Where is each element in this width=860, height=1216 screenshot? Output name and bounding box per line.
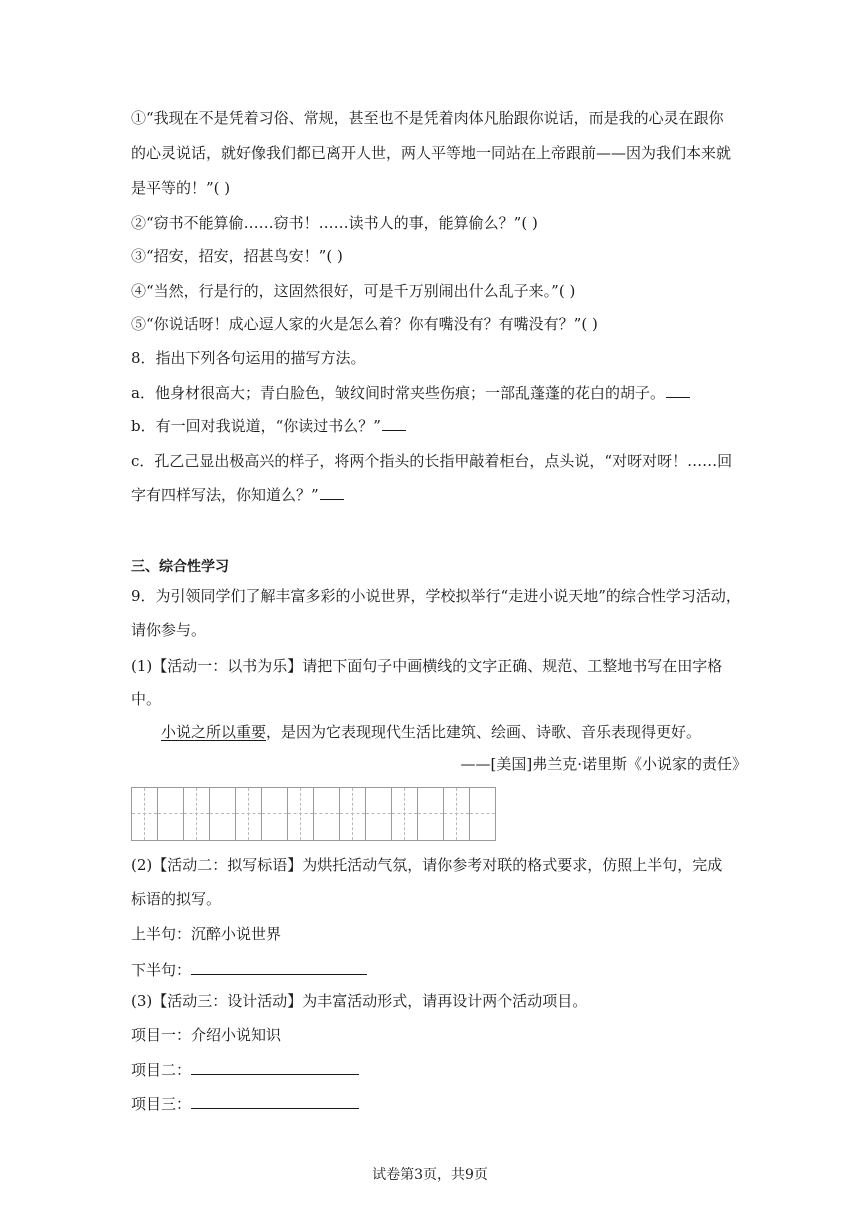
item-1-line-2: 的心灵说话，就好像我们都已离开人世，两人平等地一同站在上帝跟前——因为我们本来就 xyxy=(131,144,732,162)
activity-1-line-1: (1)【活动一：以书为乐】请把下面句子中画横线的文字正确、规范、工整地书写在田字格 xyxy=(131,657,723,675)
grid-cell[interactable] xyxy=(132,788,158,840)
quote-source: ——[美国]弗兰克·诺里斯《小说家的责任》 xyxy=(460,755,747,773)
item-4: ④“当然，行是行的，这固然很好，可是千万别闹出什么乱子来。”( ) xyxy=(131,282,576,300)
question-9-stem-line-1: 9．为引领同学们了解丰富多彩的小说世界，学校拟举行“走进小说天地”的综合性学习活动， xyxy=(131,587,741,605)
answer-blank-b[interactable] xyxy=(382,416,406,431)
grid-cell[interactable] xyxy=(314,788,340,840)
item-3: ③“招安，招安，招甚鸟安！”( ) xyxy=(131,247,343,265)
project-2-label: 项目二： xyxy=(131,1061,192,1079)
grid-cell[interactable] xyxy=(184,788,210,840)
project-3-blank[interactable] xyxy=(191,1092,359,1109)
answer-blank-a[interactable] xyxy=(666,383,690,398)
grid-cell[interactable] xyxy=(158,788,184,840)
activity-1-line-2: 中。 xyxy=(131,690,162,708)
grid-cell[interactable] xyxy=(366,788,392,840)
grid-cell[interactable] xyxy=(418,788,444,840)
upper-half-sentence: 上半句：沉醉小说世界 xyxy=(131,925,282,943)
grid-cell[interactable] xyxy=(262,788,288,840)
question-8-c-line-2 xyxy=(131,485,344,505)
activity-3: (3)【活动三：设计活动】为丰富活动形式，请再设计两个活动项目。 xyxy=(131,992,588,1010)
activity-2-line-2: 标语的拟写。 xyxy=(131,890,222,908)
quote-sentence xyxy=(161,722,701,742)
item-1-line-3: 是平等的！”( ) xyxy=(131,179,231,197)
question-8-a-text: a．他身材很高大；青白脸色，皱纹间时常夹些伤痕；一部乱蓬蓬的花白的胡子。 xyxy=(131,384,665,402)
project-1: 项目一：介绍小说知识 xyxy=(131,1026,282,1044)
answer-blank-c[interactable] xyxy=(320,485,344,500)
question-8-b xyxy=(131,416,406,436)
grid-cell[interactable] xyxy=(236,788,262,840)
tianzige-grid[interactable] xyxy=(131,787,496,841)
question-8-c-text: 字有四样写法，你知道么？” xyxy=(131,486,319,504)
grid-cell[interactable] xyxy=(392,788,418,840)
question-8-stem: 8．指出下列各句运用的描写方法。 xyxy=(131,349,366,367)
lower-half-blank[interactable] xyxy=(191,958,367,975)
grid-cell[interactable] xyxy=(288,788,314,840)
grid-cell[interactable] xyxy=(340,788,366,840)
activity-2-line-1: (2)【活动二：拟写标语】为烘托活动气氛，请你参考对联的格式要求，仿照上半句，完成 xyxy=(131,856,723,874)
section-3-heading: 三、综合性学习 xyxy=(131,559,229,575)
grid-cell[interactable] xyxy=(470,788,496,840)
question-8-b-text: b．有一回对我说道，“你读过书么？” xyxy=(131,417,381,435)
quote-rest-text: ，是因为它表现现代生活比建筑、绘画、诗歌、音乐表现得更好。 xyxy=(266,723,702,741)
project-2-blank[interactable] xyxy=(191,1058,359,1075)
question-9-stem-line-2: 请你参与。 xyxy=(131,621,207,639)
question-8-c-line-1: c．孔乙己显出极高兴的样子，将两个指头的长指甲敲着柜台，点头说，“对呀对呀！……回 xyxy=(131,452,733,470)
project-3-label: 项目三： xyxy=(131,1095,192,1113)
item-5: ⑤“你说话呀！成心逗人家的火是怎么着？你有嘴没有？有嘴没有？”( ) xyxy=(131,315,598,333)
lower-half-label: 下半句： xyxy=(131,961,192,979)
project-3 xyxy=(131,1092,359,1114)
project-2 xyxy=(131,1058,359,1080)
question-8-a xyxy=(131,383,690,403)
grid-cell[interactable] xyxy=(444,788,470,840)
item-1-line-1: ①“我现在不是凭着习俗、常规，甚至也不是凭着肉体凡胎跟你说话，而是我的心灵在跟你 xyxy=(131,109,724,127)
grid-cell[interactable] xyxy=(210,788,236,840)
quote-underlined-text: 小说之所以重要 xyxy=(161,723,267,741)
page-footer: 试卷第3页，共9页 xyxy=(372,1167,488,1183)
item-2: ②“窃书不能算偷……窃书！……读书人的事，能算偷么？”( ) xyxy=(131,214,538,232)
lower-half-sentence xyxy=(131,958,367,980)
